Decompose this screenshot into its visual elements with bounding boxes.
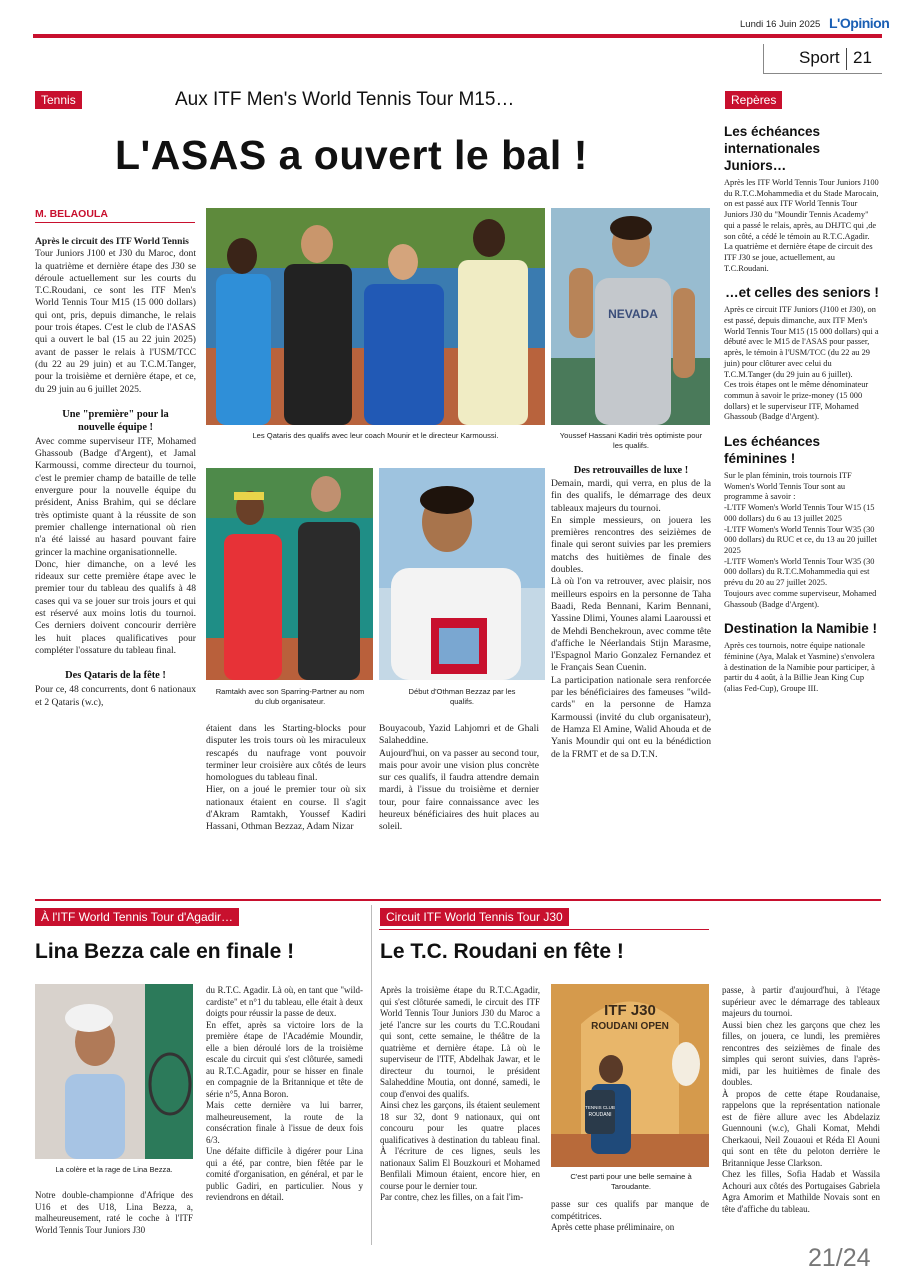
photo-caption: Ramtakh avec son Sparring-Partner au nom du club organisateur.	[215, 687, 365, 706]
article-text: Pour ce, 48 concurrents, dont 6 nationaux et 2 Qataris (w.c),	[35, 684, 196, 708]
issue-date: Lundi 16 Juin 2025	[740, 19, 821, 30]
lina-text: Notre double-championne d'Afrique des U16 et des U18, Lina Bezza, a, malheureusement, raté le coche à l'ITF World Tennis Tour Juniors J30	[35, 1190, 193, 1235]
bag-text: TENNIS CLUB	[585, 1105, 615, 1110]
sidebar-heading: Les échéances féminines !	[724, 434, 821, 467]
article-kicker: Aux ITF Men's World Tennis Tour M15…	[175, 89, 515, 110]
section-label: Sport	[799, 48, 840, 67]
article-title: L'ASAS a ouvert le bal !	[115, 132, 588, 178]
sidebar-heading: Destination la Namibie !	[724, 621, 878, 637]
roudani-text: Après la troisième étape du R.T.C.Agadir, qui s'est clôturée samedi, le circuit des ITF World Tennis Tour Juniors J30 du Maroc a jeté l'ancre sur les courts du T.C.Roudani qui sont, cette semaine, le théâtre de la quatrième et dernière étape. Là où le superviseur de l'ITF, Abdelhak Jawar, et le directeur du tournoi, le président Salaheddine Moutia, ont donné, samedi, le coup d'envoi des qualifs. Ainsi chez les garçons, ils étaient seulement 18 sur 32, dont 9 nationaux, qui ont concouru pour les quatre places qualificatives à destination du tableau final. À l'écriture de ces lignes, seuls les nationaux Salim El Bouzkouri et Mohamed Benfilali Mimoun étaient, encore hier, en course pour le dernier tour. Par contre, chez les filles, on a fait l'im-	[380, 985, 540, 1202]
subheading: Des Qataris de la fête !	[65, 670, 166, 682]
lina-text: du R.T.C. Agadir. Là où, en tant que "wild-cardiste" et n°1 du tableau, elle était à deux doigts pour réussir la passe de deux. En effet, après sa victoire lors de la première étape de l'Académie Moundir, elle a bien déroulé lors de la troisième escale du circuit qui s'est clôturée, samedi au R.T.C.Agadir, pour se hisser en finale en compagnie de la Britannique et tête de série n°5, Anna Boron. Mais cette dernière va lui barrer, malheureusement, la route de la consécration finale à l'issue de deux fois 6/3. Une défaite difficile à digérer pour Lina qui a été, par contre, bien fêtée par le comité d'organisation, en général, et par le public Gadiri, en particulier. Nous y reviendrons en détail.	[206, 985, 363, 1202]
photo-caption: Début d'Othman Bezzaz par les qualifs.	[408, 687, 516, 706]
sidebar-text: Sur le plan féminin, trois tournois ITF Women's World Tennis Tour sont au programme à savoir : -L'ITF Women's World Tennis Tour W15 (15 000 dollars) du 6 au 13 juillet 2025 -L'ITF Women's World Tennis Tour W35 (30 000 dollars) du RUC et ce, du 13 au 20 juillet 2025 -L'ITF Women's World Tennis Tour W35 (30 000 dollars) du R.T.C.Mohammedia qui est prévu du 20 au 27 juillet 2025. Toujours avec comme superviseur, Mohamed Ghassoub (Badge d'Argent).	[724, 471, 877, 609]
article-title-lina: Lina Bezza cale en finale !	[35, 940, 295, 963]
player-photo-illustration	[551, 208, 710, 425]
photo-caption: Les Qataris des qualifs avec leur coach Mounir et le directeur Karmoussi.	[252, 431, 499, 440]
photo-ramtakh-sparring	[206, 468, 373, 680]
roudani-text: passe, à partir d'aujourd'hui, à l'étage supérieur avec le démarrage des tableaux majeurs du tournoi. Aussi bien chez les garçons que chez les filles, on jouera, ce lundi, les premières rencontres des seizièmes de finale des simples qui seront suivies, dans l'après-midi, par les huitièmes de finale des doubles. À propos de cette étape Roudanaise, rappelons que la représentation nationale est de fière allure avec les Abdelaziz Guennouni (w.c), Ghali Komat, Mehdi Cherkaoui, Neil Zouaoui et Réda El Aouni qui sont en tête du peloton derrière le Britannique Jesse Clarkson. Chez les filles, Sofia Hadab et Wassila Achouri aux côtés des Portugaises Gabriela Agra Amorim et Mathilde Novais sont en tête d'affiche du tableau.	[722, 985, 880, 1214]
sidebar-heading: Les échéances internationales Juniors…	[724, 124, 821, 173]
bag-text: ROUDANI	[588, 1112, 612, 1118]
article-text: Avec comme superviseur ITF, Mohamed Ghassoub (Badge d'Argent), et Jamal Karmoussi, comme directeur du tournoi, c'est le premier champ de bataille de telle envergure pour la nouvelle équipe du président, Aniss Brahim, qui se déclare très optimiste quant à la réussite de son premier challenge international où rien n'a été laissé au hasard pouvant faire grincer la machine organisationnelle. Donc, hier dimanche, on a levé les rideaux sur cette première étape avec le premier tour du tableau des qualifs à 48 cases qui va se jouer sur trois jours et qui est réservé aux moins lotis du tournoi. Ces derniers doivent concourir derrière les huit places qualificatives pour compléter l'ossature du tableau final.	[35, 435, 196, 656]
photo-caption: C'est parti pour une belle semaine à Taroudante.	[570, 1172, 692, 1191]
article-column-2: étaient dans les Starting-blocks pour disputer les trois tours où les miraculeux rescapés du naufrage vont pouvoir terminer leur croisière aux côtés de leurs homologues du tableau final. Hier, on a joué le premier tour où six nationaux étaient en course. Il s'agit d'Akram Ramtakh, Youssef Kadiri Hassani, Othman Bezzaz, Adam Nizar	[206, 723, 366, 833]
subheading: Une "première" pour la nouvelle équipe !	[62, 408, 169, 433]
author-byline: M. BELAOULA	[35, 208, 108, 220]
bottom-section-rule	[35, 899, 881, 901]
bottom-column-divider	[371, 905, 372, 1245]
photo-roudani-open	[551, 984, 709, 1167]
photo-caption: Youssef Hassani Kadiri très optimiste pour les qualifs.	[559, 431, 703, 450]
photo-qataris-group	[206, 208, 545, 425]
photo-caption: La colère et la rage de Lina Bezza.	[55, 1165, 173, 1174]
photo-banner-line2: ROUDANI OPEN	[591, 1021, 669, 1032]
lead-bold: Après le circuit des ITF World Tennis	[35, 236, 189, 247]
photo-othman-bezzaz	[379, 468, 545, 680]
header-rule	[33, 34, 882, 38]
sidebar-text: Après les ITF World Tennis Tour Juniors J100 du R.T.C.Mohammedia et du Stade Marocain, on est passé aux ITF World Tennis Tour Juniors J30 du "Moundir Tennis Academy" qui a passé le relais, après, au DHJTC qui ,de son côté, a cédé le témoin au R.T.C.Agadir. La quatrième et dernière étape de circuit des ITF J30 se joue, actuellement, au T.C.Roudani.	[724, 178, 879, 273]
sidebar	[724, 123, 880, 695]
article-title-roudani: Le T.C. Roudani en fête !	[380, 940, 624, 963]
page-number: 21	[853, 48, 872, 67]
tennis-tag: Tennis	[35, 91, 82, 109]
group-photo-illustration	[206, 208, 545, 425]
article-column-4	[551, 464, 711, 761]
author-rule	[35, 222, 195, 223]
article-text: Tour Juniors J100 et J30 du Maroc, dont la quatrième et dernière étape des J30 se déroule actuellement sur les courts du T.C.Roudani, ce sont les ITF Men's World Tennis Tour M15 (15 000 dollars) qui ont, pris, depuis dimanche, le relais pour trois étapes. C'est le club de l'ASAS qui a ouvert le bal (15 au 22 juin 2025) avant de passer le relais à l'USM/TCC (du 22 au 29 juin) et au T.C.M.Tanger, pour la troisième et dernière étape, et ce, du 29 juin au 6 juillet 2025.	[35, 248, 196, 395]
article-text: Demain, mardi, qui verra, en plus de la fin des qualifs, le démarrage des deux tableaux majeurs du tournoi. En simple messieurs, on jouera les premières rencontres des seizièmes de finale qui seront suivies par les premiers matchs des huitièmes de finale des doubles. Là où l'on va retrouver, avec plaisir, nos meilleurs espoirs en la personne de Taha Baadi, Reda Bennani, Karim Bennani, Yassine Dlimi, Younes alami Laaroussi et de Mehdi Benchekroun, avec comme tête d'affiche le Néerlandais Stijn Marasme, l'Espagnol Mario Gonzalez Fernandez et le Français Sean Cuenin. La participation nationale sera renforcée par les bénéficiaires des fameuses "wild-cards" en la personne de Hamza Karmoussi (invité du club organisateur), de Hamza El Amine, Walid Ahouda et de Yanis Moundir qui ont eu la bénédiction de la FRMT et de sa D.T.N.	[551, 478, 711, 760]
roudani-tag: Circuit ITF World Tennis Tour J30	[380, 908, 569, 926]
photo-banner-line1: ITF J30	[604, 1002, 656, 1019]
lina-photo-illustration	[35, 984, 193, 1159]
players-photo-illustration	[206, 468, 373, 680]
svg-text:NEVADA: NEVADA	[608, 307, 658, 321]
player-trophy-photo-illustration	[379, 468, 545, 680]
article-column-3: Bouyacoub, Yazid Lahjomri et de Ghali Salaheddine. Aujourd'hui, on va passer au second tour, mais pour avoir une vision plus concrète sur ces qualifs, il faudra attendre demain mardi, à l'issue du troisième et dernier tour, pour faire connaissance avec les heureux bénéficiaires des huit places au soleil.	[379, 723, 539, 833]
newspaper-logo: L'Opinion	[829, 15, 890, 31]
section-divider	[846, 48, 847, 70]
sidebar-text: Après ces tournois, notre équipe nationale féminine (Aya, Malak et Yasmine) s'envolera à destination de la Namibie pour participer, à partir du 4 août, à la Billie Jean King Cup (alias Fed-Cup), Groupe III.	[724, 641, 875, 694]
reperes-tag: Repères	[725, 91, 782, 109]
photo-lina-bezza	[35, 984, 193, 1159]
article-column-1	[35, 236, 196, 709]
sidebar-heading: …et celles des seniors !	[725, 285, 879, 301]
agadir-tag: À l'ITF World Tennis Tour d'Agadir…	[35, 908, 239, 926]
page-counter: 21/24	[808, 1244, 871, 1272]
subheading: Des retrouvailles de luxe !	[573, 465, 689, 476]
sidebar-text: Après ce circuit ITF Juniors (J100 et J30), on est passé, depuis dimanche, aux ITF Men's World Tennis Tour M15 (15 000 dollars) qui a débuté avec le M15 de l'ASAS pour passer, après, le témoin à l'USM/TCC (du 22 au 29 juin) pour clôturer avec celui du T.C.M.Tanger (du 29 juin au 6 juillet). Ces trois étapes ont le même dénominateur commun à savoir le prize-money (15 000 dollars) et le superviseur ITF, Mohamed Ghassoub (Badge d'Argent).	[724, 305, 879, 422]
photo-youssef-hassani-kadiri	[551, 208, 710, 425]
roudani-text: passe sur ces qualifs par manque de compétitrices. Après cette phase préliminaire, on	[551, 1199, 709, 1232]
